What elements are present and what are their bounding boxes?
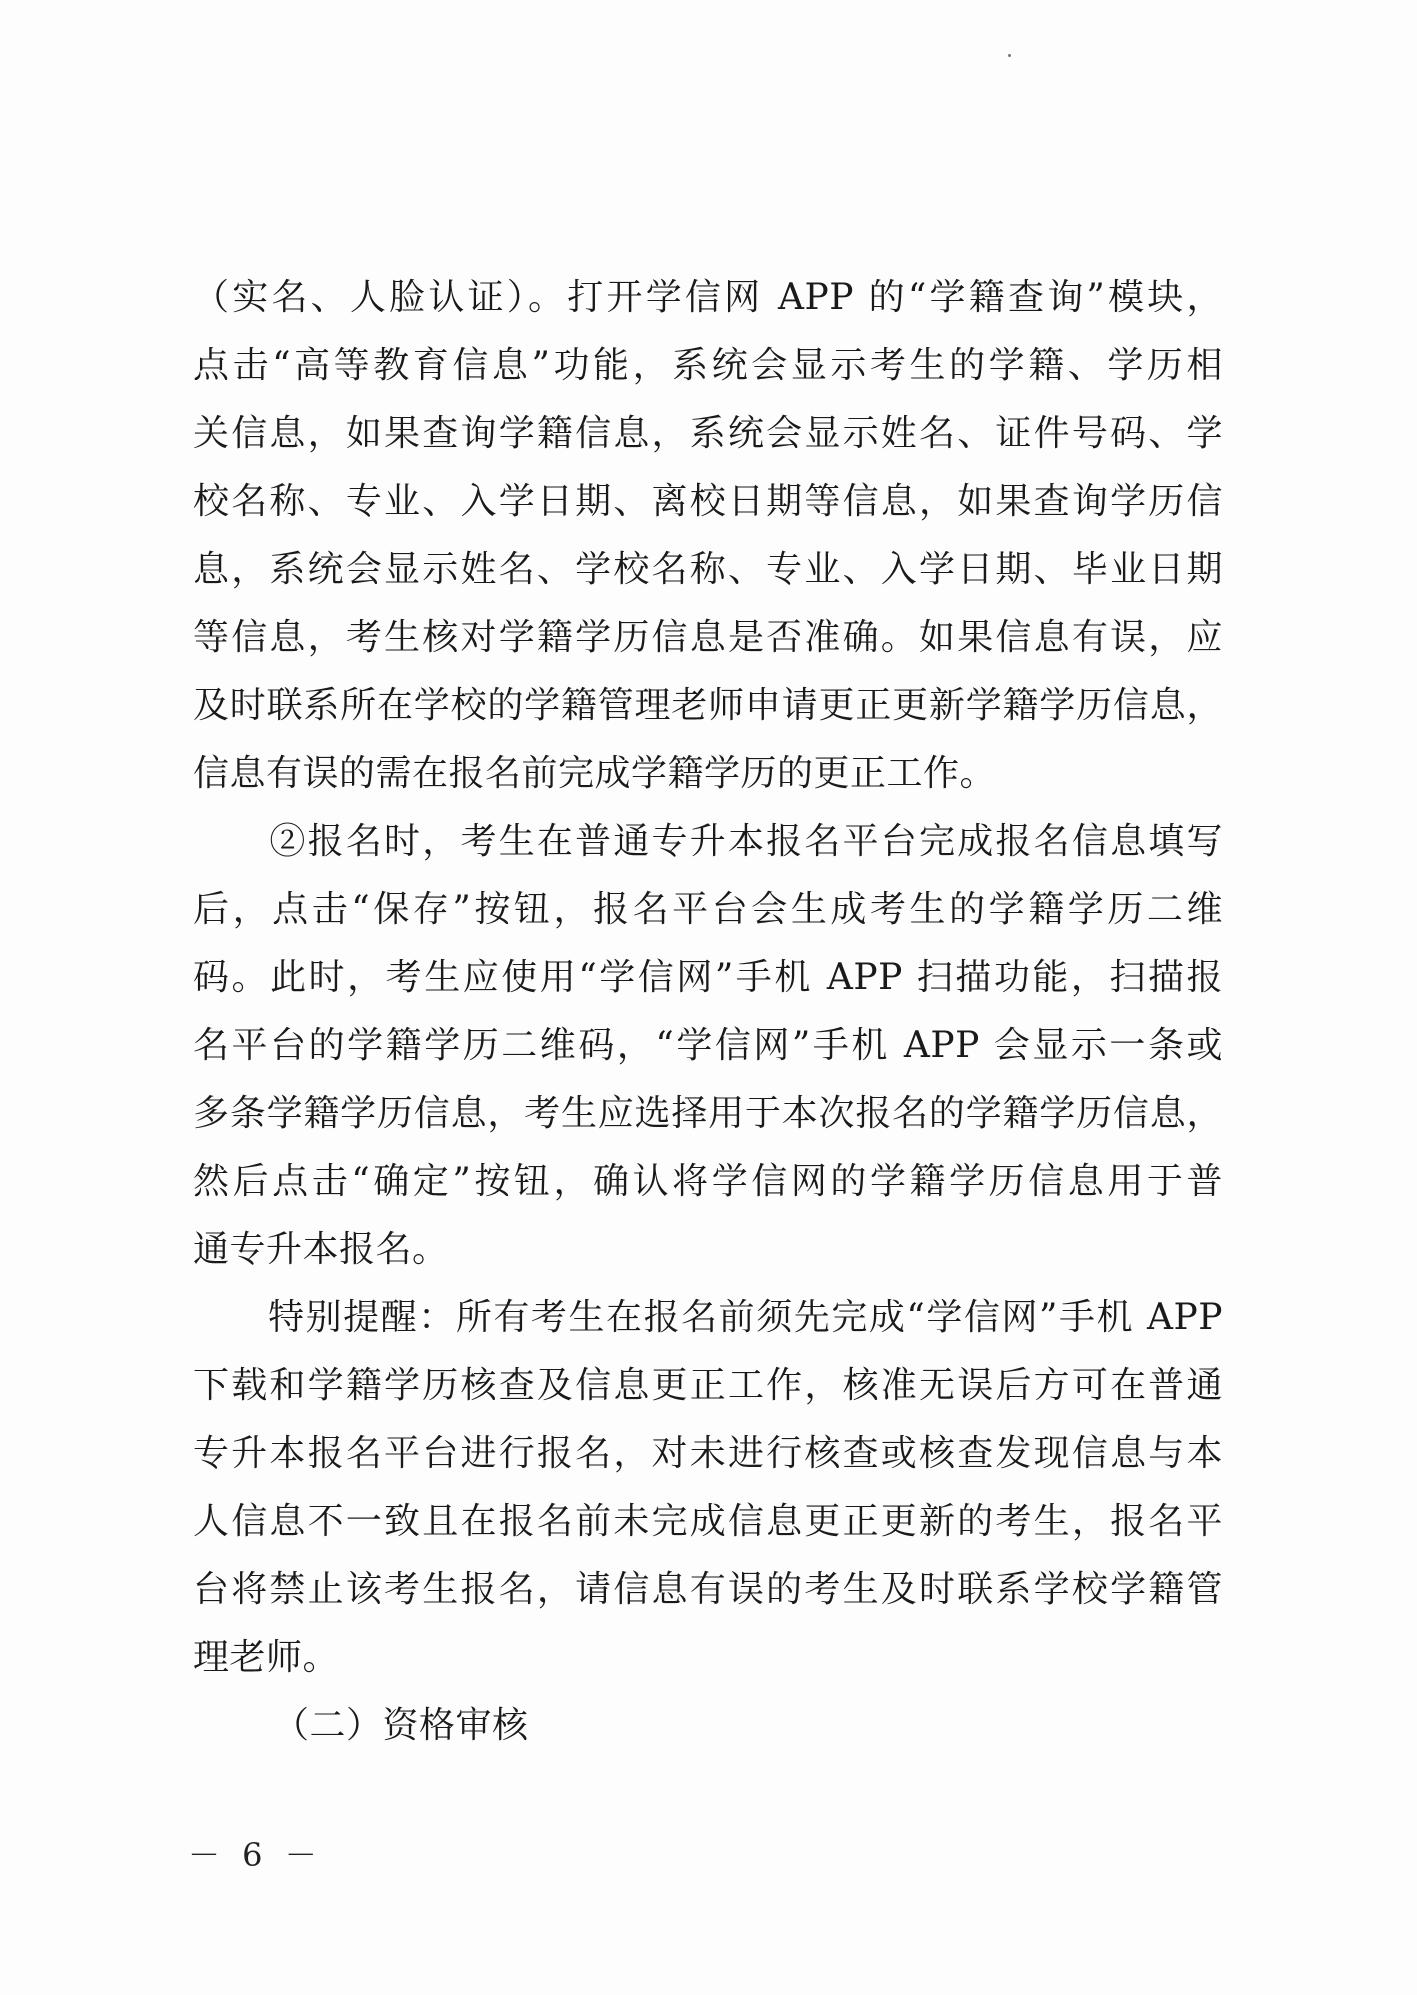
text-line: 码。此时，考生应使用“学信网”手机 APP 扫描功能，扫描报 xyxy=(193,957,1223,998)
text-line: 关信息，如果查询学籍信息，系统会显示姓名、证件号码、学 xyxy=(193,413,1223,454)
document-body xyxy=(193,264,1223,1760)
section-heading: （二）资格审核 xyxy=(273,1705,529,1746)
text-line: 息，系统会显示姓名、学校名称、专业、入学日期、毕业日期 xyxy=(193,549,1223,590)
text-line: 及时联系所在学校的学籍管理老师申请更正更新学籍学历信息， xyxy=(193,685,1223,726)
page-number: － 6 － xyxy=(188,1836,323,1874)
text-line: 理老师。 xyxy=(193,1637,340,1678)
text-line: 后，点击“保存”按钮，报名平台会生成考生的学籍学历二维 xyxy=(193,889,1223,930)
text-line: 人信息不一致且在报名前未完成信息更正更新的考生，报名平 xyxy=(193,1501,1223,1542)
text-line: 然后点击“确定”按钮，确认将学信网的学籍学历信息用于普 xyxy=(193,1161,1223,1202)
text-line: （实名、人脸认证）。打开学信网 APP 的“学籍查询”模块， xyxy=(193,277,1223,318)
text-line: 专升本报名平台进行报名，对未进行核查或核查发现信息与本 xyxy=(193,1433,1223,1474)
text-line: 台将禁止该考生报名，请信息有误的考生及时联系学校学籍管 xyxy=(193,1569,1223,1610)
text-line: 通专升本报名。 xyxy=(193,1229,449,1270)
text-line: 等信息，考生核对学籍学历信息是否准确。如果信息有误，应 xyxy=(193,617,1223,658)
text-line: 信息有误的需在报名前完成学籍学历的更正工作。 xyxy=(193,753,997,794)
text-line: 多条学籍学历信息，考生应选择用于本次报名的学籍学历信息， xyxy=(193,1093,1223,1134)
text-line: 点击“高等教育信息”功能，系统会显示考生的学籍、学历相 xyxy=(193,345,1223,386)
text-line: ②报名时，考生在普通专升本报名平台完成报名信息填写 xyxy=(193,821,1223,862)
scan-speck xyxy=(1008,54,1011,57)
paragraph-verification-steps xyxy=(193,264,1223,808)
text-line: 特别提醒：所有考生在报名前须先完成“学信网”手机 APP xyxy=(193,1297,1223,1338)
paragraph-special-reminder xyxy=(193,1284,1223,1692)
text-line: 名平台的学籍学历二维码，“学信网”手机 APP 会显示一条或 xyxy=(193,1025,1223,1066)
text-line: 校名称、专业、入学日期、离校日期等信息，如果查询学历信 xyxy=(193,481,1223,522)
text-line: 下载和学籍学历核查及信息更正工作，核准无误后方可在普通 xyxy=(193,1365,1223,1406)
paragraph-registration-steps xyxy=(193,808,1223,1284)
